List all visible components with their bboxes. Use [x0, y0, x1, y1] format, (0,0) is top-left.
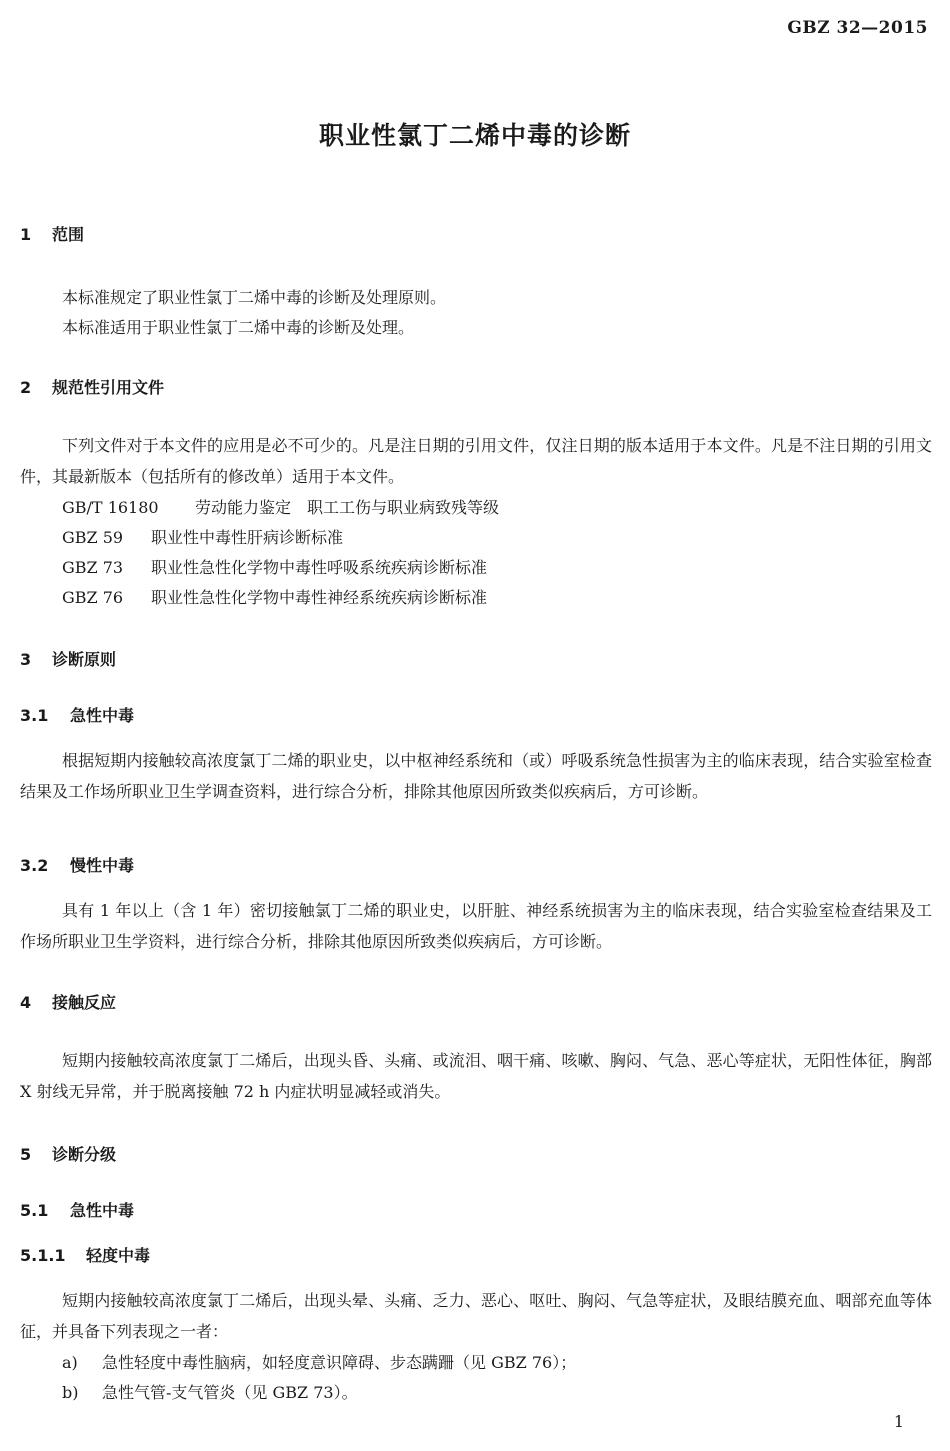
paragraph: 根据短期内接触较高浓度氯丁二烯的职业史，以中枢神经系统和（或）呼吸系统急性损害为主的临床表现，结合实验室检查结果及工作场所职业卫生学调查资料，进行综合分析，排除其他原因所致类似疾病后，方可诊断。 [20, 751, 932, 801]
section-title: 规范性引用文件 [52, 378, 165, 397]
reference-item [62, 585, 487, 608]
list-item-label: a) [62, 1353, 78, 1372]
section-number: 5.1 [20, 1201, 49, 1220]
section-number: 2 [20, 378, 32, 397]
page-number: 1 [893, 1412, 904, 1431]
reference-title: 劳动能力鉴定 职工工伤与职业病致残等级 [195, 498, 500, 517]
list-item-text: 急性轻度中毒性脑病，如轻度意识障碍、步态蹒跚（见 GBZ 76）； [102, 1353, 577, 1372]
subsection-5-1-1-heading [20, 1243, 150, 1266]
section-4-heading [20, 990, 116, 1013]
section-title: 急性中毒 [70, 1201, 135, 1220]
section-number: 1 [20, 225, 32, 244]
reference-item [62, 525, 343, 548]
reference-code: GBZ 76 [62, 588, 124, 607]
reference-code: GBZ 59 [62, 528, 124, 547]
list-item-label: b) [62, 1383, 79, 1402]
section-title: 接触反应 [52, 993, 117, 1012]
section-3-heading [20, 647, 116, 670]
section-title: 轻度中毒 [86, 1246, 151, 1265]
standard-number: GBZ 32—2015 [787, 18, 928, 38]
reference-item [62, 495, 499, 518]
subsection-5-1-heading [20, 1198, 134, 1221]
reference-item [62, 555, 487, 578]
section-number: 4 [20, 993, 32, 1012]
paragraph: 本标准适用于职业性氯丁二烯中毒的诊断及处理。 [62, 318, 415, 337]
subsection-3-1-heading [20, 703, 134, 726]
section-5-heading [20, 1142, 116, 1165]
section-title: 急性中毒 [70, 706, 135, 725]
section-title: 慢性中毒 [70, 856, 135, 875]
reference-title: 职业性急性化学物中毒性呼吸系统疾病诊断标准 [151, 558, 488, 577]
paragraph: 短期内接触较高浓度氯丁二烯后，出现头昏、头痛、或流泪、咽干痛、咳嗽、胸闷、气急、恶心等症状，无阳性体征，胸部 X 射线无异常，并于脱离接触 72 h 内症状明显减轻或消失。 [20, 1051, 932, 1101]
section-title: 诊断分级 [52, 1145, 117, 1164]
subsection-3-2-heading [20, 853, 134, 876]
paragraph: 下列文件对于本文件的应用是必不可少的。凡是注日期的引用文件，仅注日期的版本适用于本文件。凡是不注日期的引用文件，其最新版本（包括所有的修改单）适用于本文件。 [20, 436, 932, 486]
section-number: 5 [20, 1145, 32, 1164]
section-number: 3.2 [20, 856, 49, 875]
section-2-heading [20, 375, 164, 398]
reference-title: 职业性急性化学物中毒性神经系统疾病诊断标准 [151, 588, 488, 607]
reference-code: GB/T 16180 [62, 498, 159, 517]
paragraph: 本标准规定了职业性氯丁二烯中毒的诊断及处理原则。 [62, 288, 447, 307]
list-item [62, 1380, 358, 1403]
list-item-text: 急性气管-支气管炎（见 GBZ 73）。 [102, 1383, 358, 1402]
section-title: 诊断原则 [52, 650, 117, 669]
paragraph: 具有 1 年以上（含 1 年）密切接触氯丁二烯的职业史，以肝脏、神经系统损害为主的临床表现，结合实验室检查结果及工作场所职业卫生学资料，进行综合分析，排除其他原因所致类似疾病后，方可诊断。 [20, 901, 932, 951]
reference-title: 职业性中毒性肝病诊断标准 [151, 528, 344, 547]
paragraph: 短期内接触较高浓度氯丁二烯后，出现头晕、头痛、乏力、恶心、呕吐、胸闷、气急等症状，及眼结膜充血、咽部充血等体征，并具备下列表现之一者： [20, 1291, 932, 1341]
reference-code: GBZ 73 [62, 558, 124, 577]
section-1-heading [20, 222, 84, 245]
section-number: 3 [20, 650, 32, 669]
list-item [62, 1350, 576, 1373]
section-title: 范围 [52, 225, 85, 244]
section-number: 5.1.1 [20, 1246, 66, 1265]
page-title: 职业性氯丁二烯中毒的诊断 [318, 121, 631, 150]
section-number: 3.1 [20, 706, 49, 725]
